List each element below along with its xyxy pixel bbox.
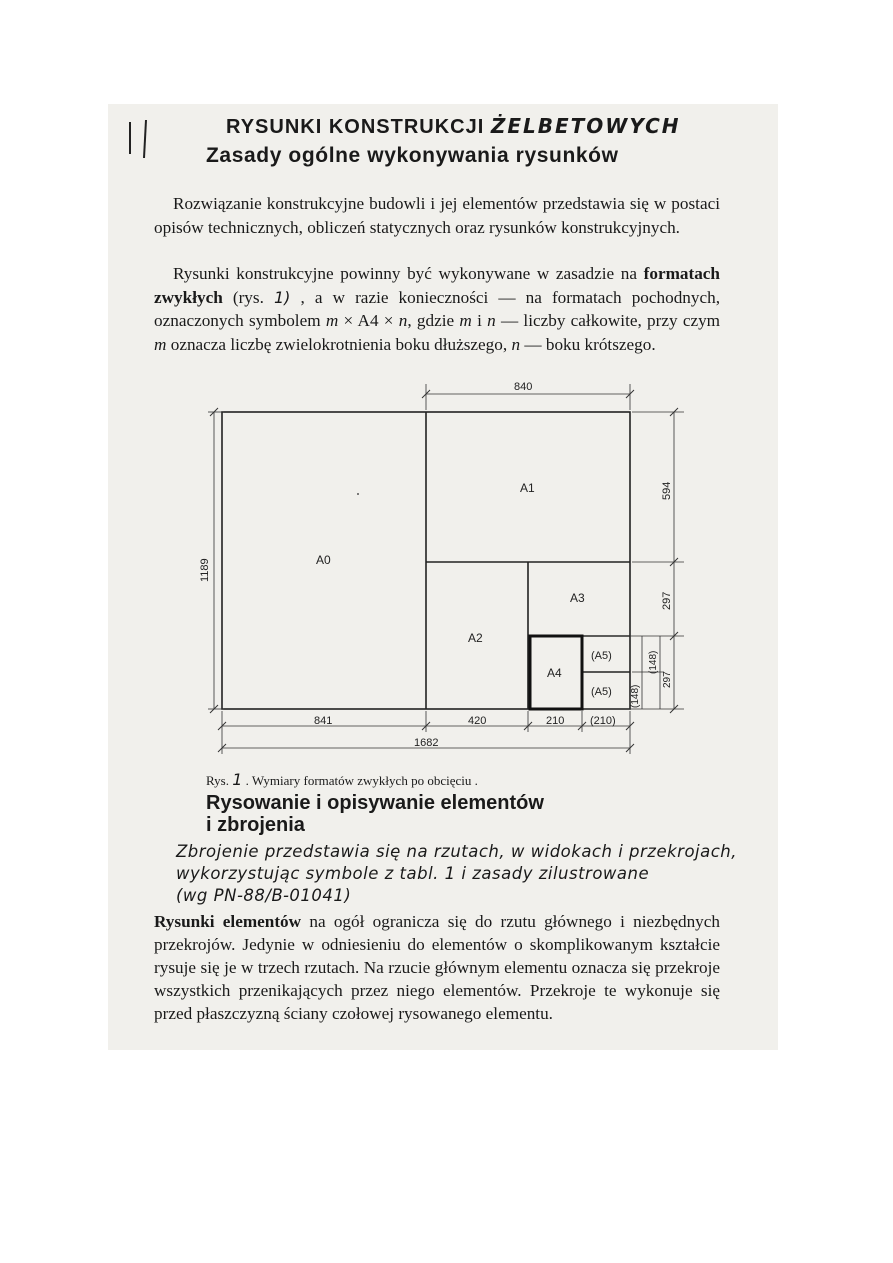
symbol-m: m — [154, 334, 167, 354]
bold-term: formatach zwykłych — [154, 264, 720, 307]
subtitle: Zasady ogólne wykonywania rysunków — [206, 144, 619, 167]
dim-bottom-210-paren: (210) — [590, 715, 616, 727]
text-run: Rysunki konstrukcyjne powinny być wykonywane w zasadzie na — [173, 264, 637, 283]
label-a0: A0 — [316, 553, 331, 567]
label-a1: A1 — [520, 481, 535, 495]
text-run: oznacza liczbę zwielokrotnienia boku dłuższego, — [170, 334, 508, 354]
title-handwritten: ŻELBETOWYCH — [490, 114, 681, 138]
section-heading — [206, 792, 706, 836]
label-a5-bottom: (A5) — [591, 686, 612, 698]
paragraph-intro-text: Rozwiązanie konstrukcyjne budowli i jej elementów przedstawia się w postaci opisów technicznych, obliczeń statycznych oraz rysunków konstrukcyjnych. — [154, 194, 720, 237]
label-a4: A4 — [547, 666, 562, 680]
dim-right-148-a: (148) — [648, 650, 659, 674]
title-printed: RYSUNKI KONSTRUKCJI — [226, 116, 485, 138]
text-run: (rys. — [232, 287, 264, 307]
dim-right-148-b: (148) — [630, 684, 641, 708]
bold-term: Rysunki elementów — [154, 912, 302, 931]
section-heading-line2: i zbrojenia — [206, 814, 305, 836]
handwritten-note-line2: wykorzystując symbole z tabl. 1 i zasady zilustrowane — [176, 864, 650, 883]
symbol-m: m — [325, 311, 339, 330]
text-run: i — [477, 311, 482, 330]
paragraph-elements — [154, 910, 720, 1025]
symbol-n: n — [511, 334, 521, 354]
text-run: — liczby całkowite, przy czym — [500, 311, 721, 330]
dim-bottom-841: 841 — [314, 715, 333, 727]
paragraph-intro — [154, 192, 720, 239]
label-a2: A2 — [468, 631, 483, 645]
symbol-n: n — [398, 311, 408, 330]
figure-reference: 1) — [273, 287, 291, 307]
main-title — [226, 114, 778, 139]
caption-text: . Wymiary formatów zwykłych po obcięciu . — [245, 773, 478, 788]
dim-bottom-420: 420 — [468, 715, 487, 727]
label-a3: A3 — [570, 591, 585, 605]
caption-number: 1 — [232, 770, 243, 789]
section-heading-line1: Rysowanie i opisywanie elementów — [206, 792, 544, 814]
dim-right-297: 297 — [661, 591, 673, 610]
symbol-m: m — [459, 311, 472, 330]
paragraph-formats — [154, 262, 720, 356]
dim-bottom-1682: 1682 — [414, 737, 439, 749]
figure-caption — [206, 770, 478, 789]
paper-formats-diagram — [108, 374, 778, 774]
margin-marks — [122, 118, 152, 158]
dim-top-840: 840 — [514, 381, 533, 393]
dim-left-1189: 1189 — [199, 558, 211, 582]
text-run: — boku krótszego. — [524, 334, 656, 354]
text-run: , a w razie konieczności — na formatach pochodnych, oznaczonych symbolem — [154, 287, 721, 330]
dim-right-297-small: 297 — [662, 671, 673, 688]
handwritten-note-line1: Zbrojenie przedstawia się na rzutach, w widokach i przekrojach, — [176, 842, 738, 861]
text-run: , gdzie — [407, 311, 455, 330]
text-run: × A4 × — [343, 311, 394, 330]
dim-right-594: 594 — [661, 481, 673, 500]
dim-bottom-210: 210 — [546, 715, 565, 727]
paragraph-elements-text: na ogół ogranicza się do rzutu głównego i niezbędnych przekrojów. Jedynie w odniesieniu do elementów o skomplikowanym kształcie rysuje się je w trzech rzutach. Na rzucie głównym elementu oznacza się przekroje wszystkich przenikających przez niego elementów. Przekroje te wykonuje się przed płaszczyzną ściany czołowej rysowanego elementu. — [154, 912, 720, 1023]
caption-prefix: Rys. — [206, 773, 229, 788]
label-a5-top: (A5) — [591, 650, 612, 662]
scanned-page — [108, 104, 778, 1050]
symbol-n: n — [487, 311, 496, 330]
handwritten-note-line3: (wg PN-88/B-01041) — [176, 886, 352, 905]
